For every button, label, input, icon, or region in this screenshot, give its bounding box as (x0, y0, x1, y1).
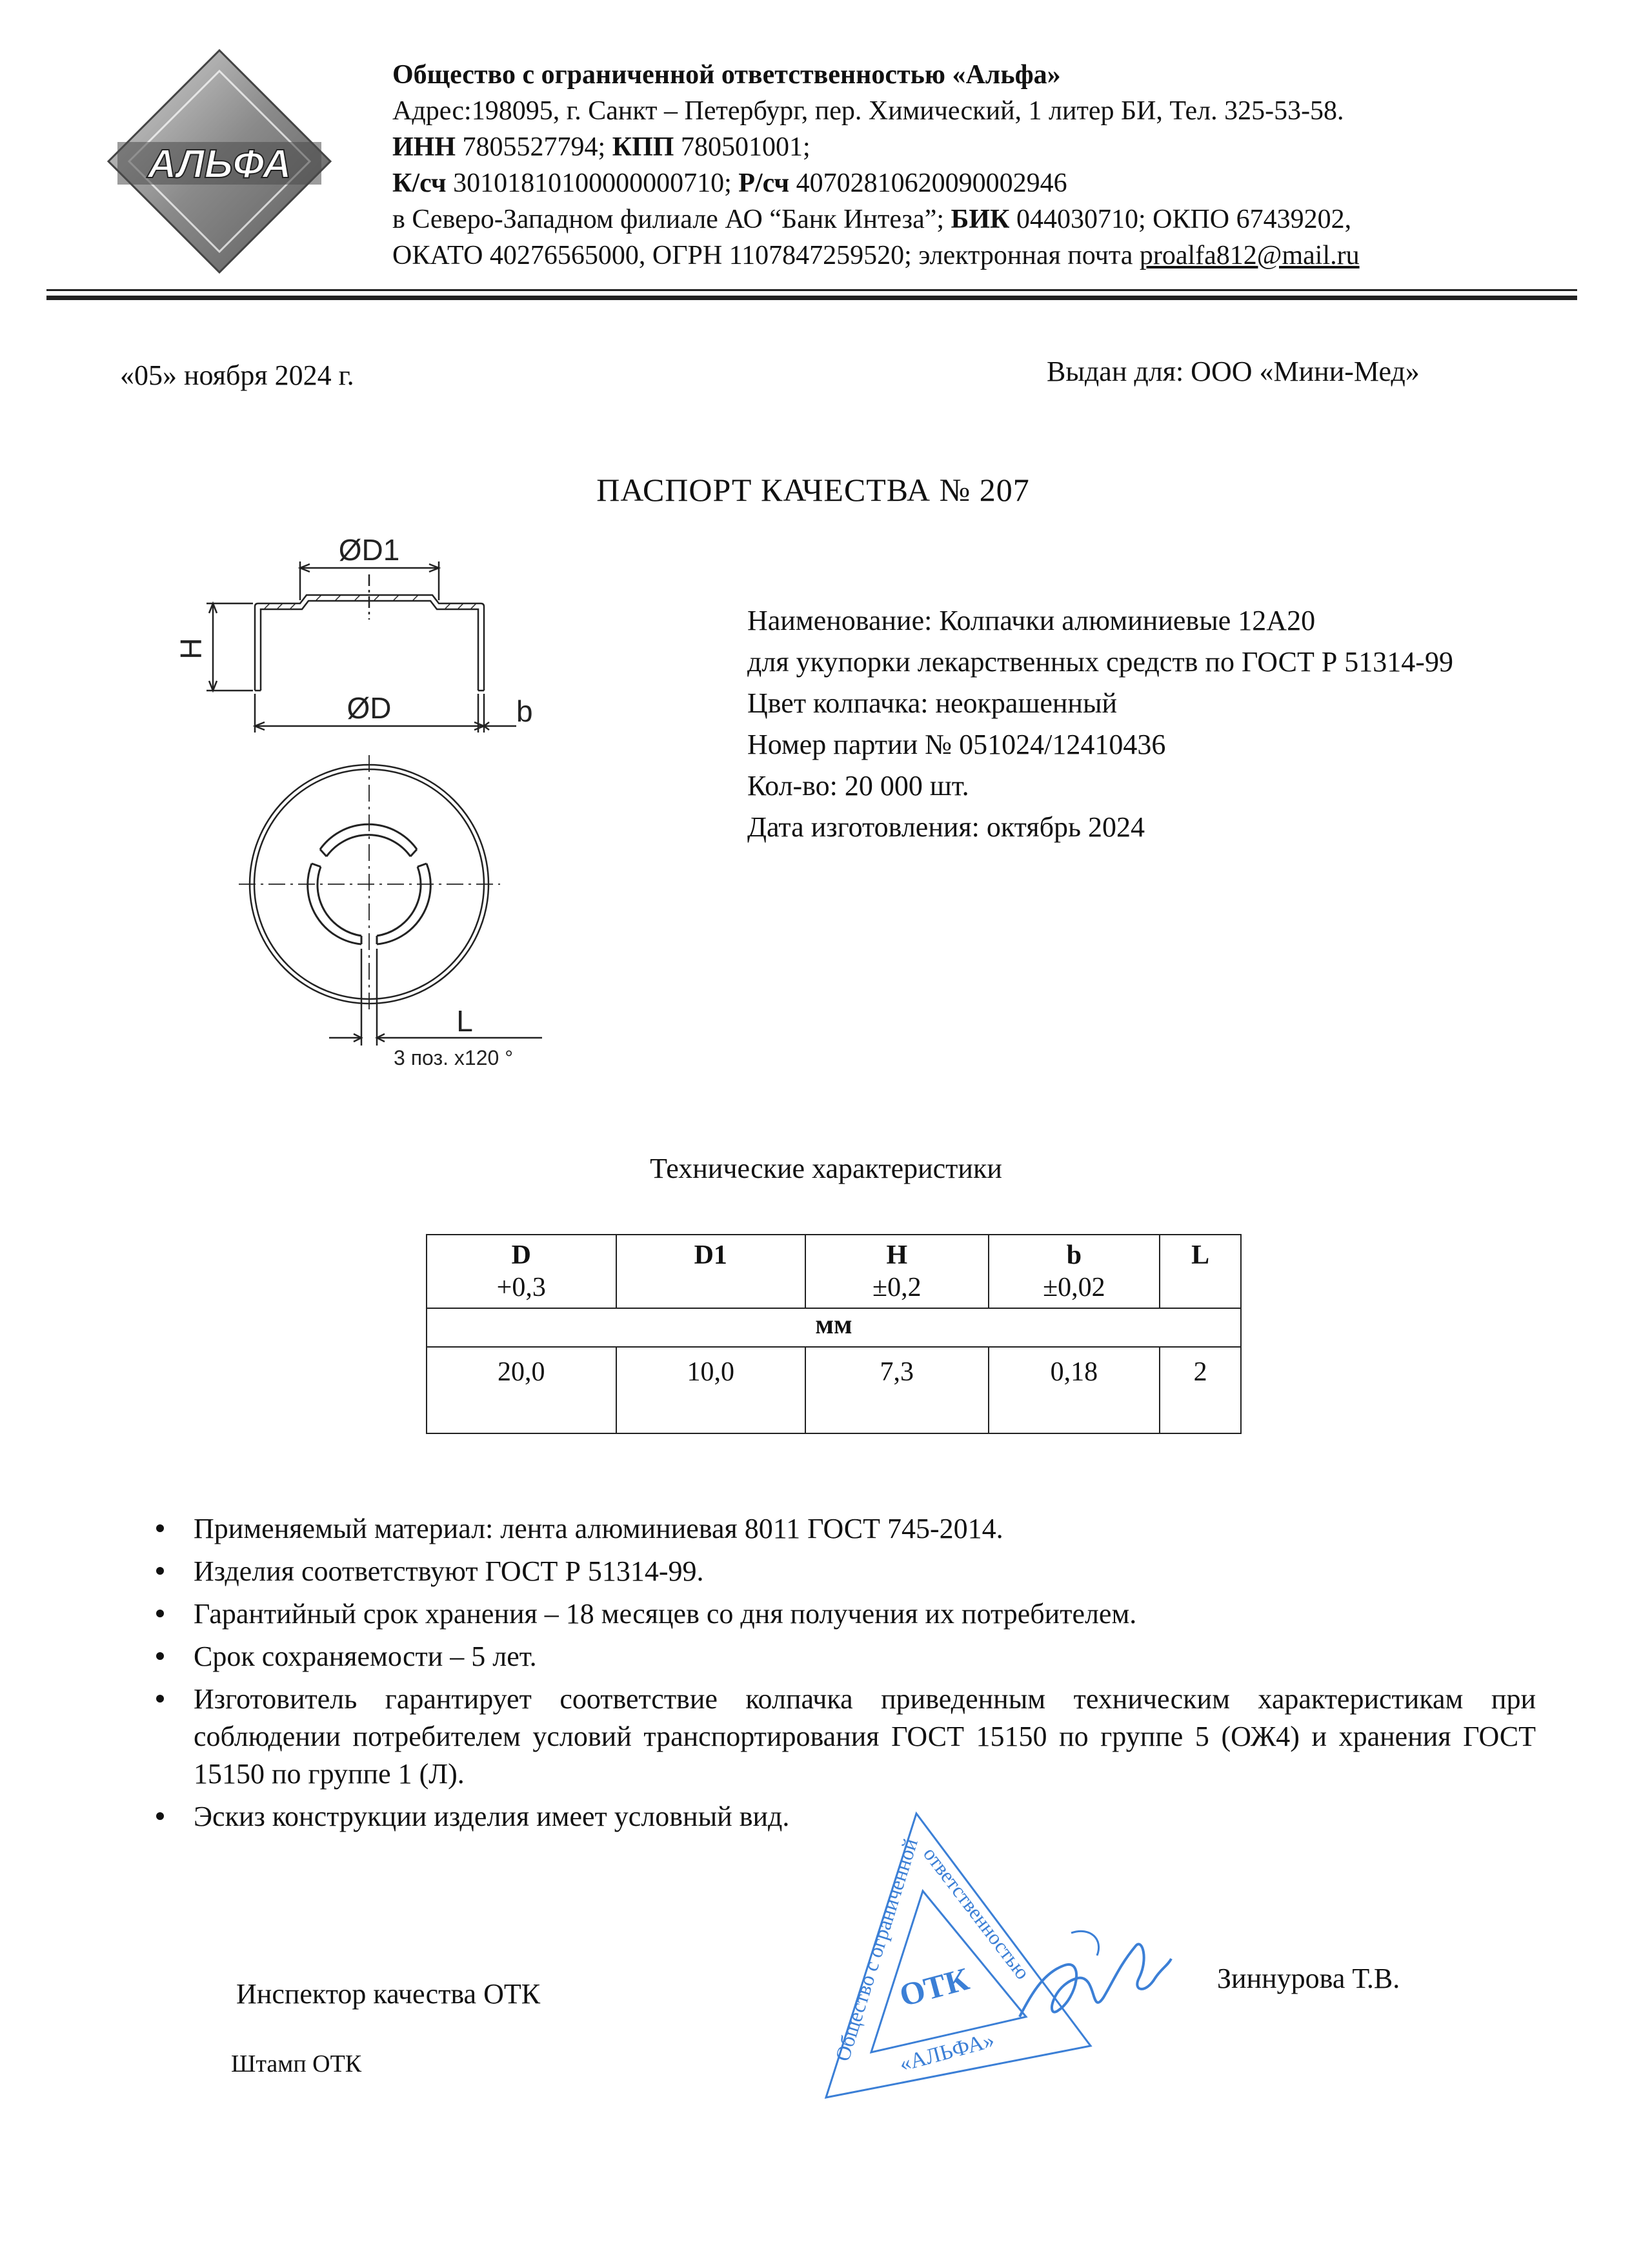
company-address: Адрес:198095, г. Санкт – Петербург, пер. Химический, 1 литер БИ, Тел. 325-53-58. (392, 96, 1344, 126)
company-bank (392, 201, 1567, 238)
list-item: Изготовитель гарантирует соответствие колпачка приведенным техническим характеристикам при соблюдении потребителем условий транспортирования ГОСТ 15150 по группе 5 (ОЖ4) и хранения ГОСТ 15150 по группе 1 (Л). (194, 1681, 1536, 1793)
company-okato (392, 238, 1567, 274)
bullet-icon (156, 1652, 164, 1660)
document-date: «05» ноября 2024 г. (120, 359, 354, 391)
table-header-cell: D1 (616, 1235, 806, 1308)
email-link[interactable]: proalfa812@mail.ru (1139, 241, 1360, 270)
handwritten-signature-icon (1007, 1920, 1174, 2036)
h-label: H (174, 638, 208, 660)
ks-label: К/сч (392, 168, 447, 198)
spec-table (426, 1234, 1242, 1434)
l-label: L (456, 1004, 473, 1038)
bullet-icon (156, 1567, 164, 1575)
signer-name: Зиннурова Т.В. (1217, 1963, 1400, 1994)
table-header-row (427, 1235, 1241, 1308)
kpp-label: КПП (612, 132, 674, 162)
bullet-icon (156, 1812, 164, 1820)
bank-text: в Северо-Западном филиале АО “Банк Интеза”; (392, 205, 945, 234)
header-rule-thick (46, 296, 1577, 300)
notes-list (194, 1510, 1536, 1841)
stamp-center-text: ОТК (895, 1960, 973, 2014)
stamp-ring-text: Общество с ограниченной ответственностью (830, 1835, 1035, 2064)
table-header-cell: H ±0,2 (805, 1235, 989, 1308)
table-cell: 0,18 (989, 1347, 1160, 1433)
signature (1007, 1920, 1174, 2036)
table-unit-cell: мм (427, 1308, 1241, 1347)
table-header-cell: b ±0,02 (989, 1235, 1160, 1308)
table-header-cell: D +0,3 (427, 1235, 616, 1308)
table-header-cell: L (1160, 1235, 1241, 1308)
list-item: Применяемый материал: лента алюминиевая 8011 ГОСТ 745-2014. (194, 1510, 1536, 1548)
b-label: b (516, 694, 533, 728)
ks-value: 30101810100000000710; (453, 168, 732, 198)
table-cell: 10,0 (616, 1347, 806, 1433)
table-cell: 2 (1160, 1347, 1241, 1433)
bullet-icon (156, 1695, 164, 1703)
logo-text: АЛЬФА (147, 142, 292, 187)
bullet-icon (156, 1524, 164, 1532)
info-line: для укупорки лекарственных средств по ГОСТ Р 51314-99 (747, 646, 1453, 678)
list-item: Изделия соответствуют ГОСТ Р 51314-99. (194, 1553, 1536, 1590)
document-title: ПАСПОРТ КАЧЕСТВА № 207 (596, 472, 1030, 508)
product-info (747, 600, 1453, 848)
list-item: Эскиз конструкции изделия имеет условный вид. (194, 1798, 1536, 1835)
table-unit-row (427, 1308, 1241, 1347)
company-name: Общество с ограниченной ответственностью «Альфа» (392, 60, 1061, 90)
company-inn-kpp (392, 129, 1567, 165)
table-row (427, 1347, 1241, 1433)
d1-label: ØD1 (338, 533, 400, 567)
company-header (392, 57, 1567, 274)
d-label: ØD (347, 691, 392, 725)
info-line: Дата изготовления: октябрь 2024 (747, 811, 1145, 843)
okato-text: ОКАТО 40276565000, ОГРН 1107847259520; электронная почта (392, 241, 1133, 270)
l-note: 3 поз. x120 ° (394, 1046, 513, 1069)
cap-drawing (174, 533, 581, 1078)
info-line: Наименование: Колпачки алюминиевые 12А20 (747, 605, 1316, 636)
stamp-bottom-text: «АЛЬФА» (896, 2028, 997, 2077)
inn-label: ИНН (392, 132, 456, 162)
kpp-value: 780501001; (680, 132, 811, 162)
bik-label: БИК (951, 205, 1010, 234)
table-cell: 7,3 (805, 1347, 989, 1433)
bik-value: 044030710; ОКПО 67439202, (1016, 205, 1352, 234)
rs-value: 40702810620090002946 (796, 168, 1067, 198)
inspector-label: Инспектор качества ОТК (236, 1978, 541, 2010)
bullet-icon (156, 1610, 164, 1617)
table-cell: 20,0 (427, 1347, 616, 1433)
header-rule-thin (46, 289, 1577, 291)
company-accounts (392, 165, 1567, 201)
info-line: Номер партии № 051024/12410436 (747, 729, 1166, 760)
list-item: Гарантийный срок хранения – 18 месяцев со дня получения их потребителем. (194, 1595, 1536, 1633)
list-item: Срок сохраняемости – 5 лет. (194, 1638, 1536, 1675)
tech-title: Технические характеристики (650, 1153, 1002, 1184)
alfa-diamond-logo-icon (103, 45, 336, 278)
cap-drawing-svg (174, 533, 581, 1078)
info-line: Цвет колпачка: неокрашенный (747, 687, 1118, 719)
inn-value: 7805527794; (462, 132, 606, 162)
rs-label: Р/сч (738, 168, 790, 198)
issued-to: Выдан для: ООО «Мини-Мед» (1047, 356, 1420, 387)
company-logo (103, 45, 336, 278)
info-line: Кол-во: 20 000 шт. (747, 770, 969, 802)
stamp-label: Штамп ОТК (231, 2050, 362, 2077)
